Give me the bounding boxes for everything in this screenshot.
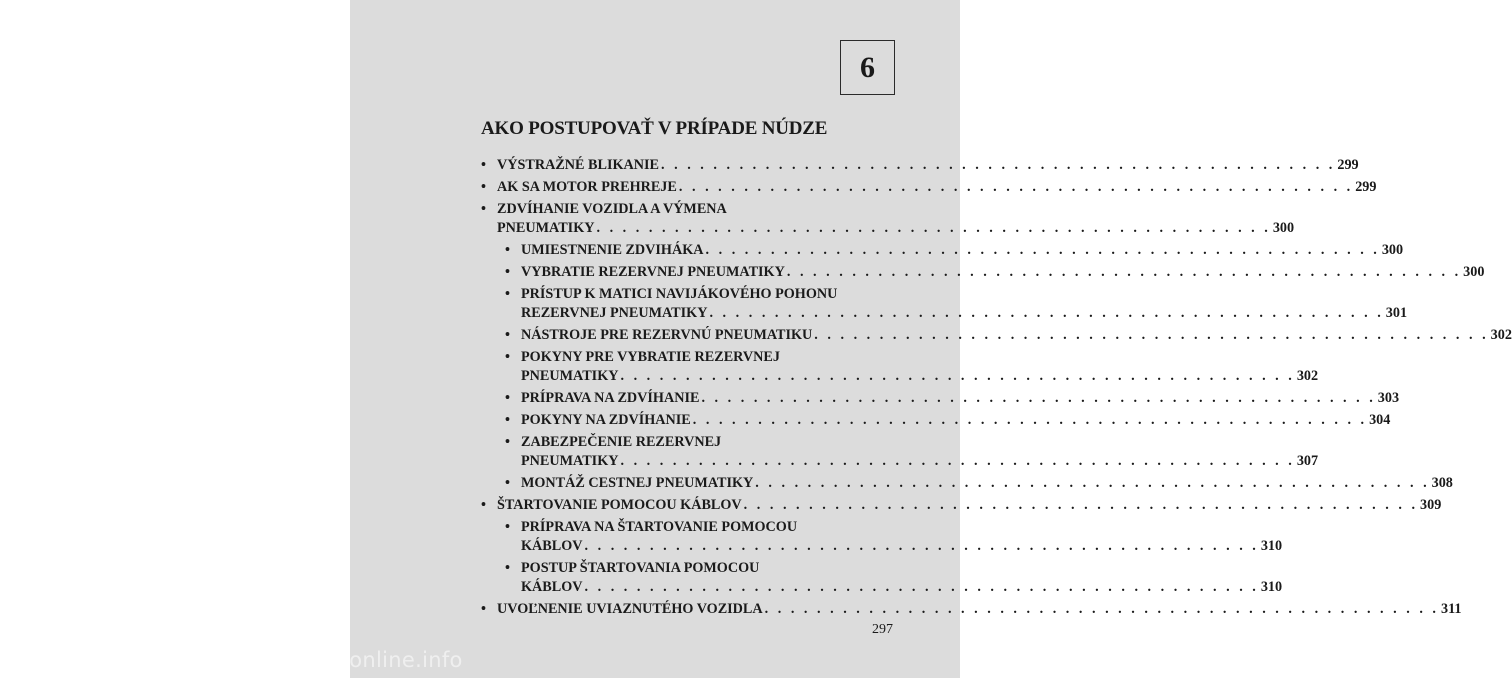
- toc-entry-title: PNEUMATIKY: [497, 220, 595, 236]
- toc-entry[interactable]: [505, 263, 1485, 282]
- toc-entry[interactable]: [481, 496, 1442, 515]
- dot-leader: . . . . . . . . . . . . . . . . . . . . . . . . . . . . . . . . . . . . . . . . . . . . . . . . . . . .: [620, 368, 1295, 384]
- toc-entry[interactable]: [505, 326, 1512, 345]
- toc-entry-title: NÁSTROJE PRE REZERVNÚ PNEUMATIKU: [521, 327, 813, 343]
- toc-entry[interactable]: [481, 156, 1359, 175]
- toc-entry-title-line: ZABEZPEČENIE REZERVNEJ: [521, 434, 722, 450]
- bullet-icon: •: [481, 201, 486, 217]
- toc-entry-title: REZERVNEJ PNEUMATIKY: [521, 305, 708, 321]
- bullet-icon: •: [505, 412, 510, 428]
- toc-entry-title-line: POSTUP ŠTARTOVANIA POMOCOU: [521, 560, 760, 576]
- dot-leader: . . . . . . . . . . . . . . . . . . . . . . . . . . . . . . . . . . . . . . . . . . . . . . . . . . . .: [584, 579, 1259, 595]
- bullet-icon: •: [505, 390, 510, 406]
- toc-entry[interactable]: [481, 200, 1295, 238]
- toc-page-ref: 307: [1296, 453, 1319, 469]
- dot-leader: . . . . . . . . . . . . . . . . . . . . . . . . . . . . . . . . . . . . . . . . . . . . . . . . . . . .: [596, 220, 1271, 236]
- page-number: 297: [872, 622, 893, 637]
- toc-entry-title: PRÍPRAVA NA ZDVÍHANIE: [521, 390, 700, 406]
- toc-entry-title: VÝSTRAŽNÉ BLIKANIE: [497, 157, 660, 173]
- dot-leader: . . . . . . . . . . . . . . . . . . . . . . . . . . . . . . . . . . . . . . . . . . . . . . . . . . . .: [705, 242, 1380, 258]
- toc-entry-title: ŠTARTOVANIE POMOCOU KÁBLOV: [497, 497, 742, 513]
- blank-left-margin: [0, 0, 350, 678]
- bullet-icon: •: [505, 327, 510, 343]
- dot-leader: . . . . . . . . . . . . . . . . . . . . . . . . . . . . . . . . . . . . . . . . . . . . . . . . . . . .: [786, 264, 1462, 280]
- toc-entry-title-line: ZDVÍHANIE VOZIDLA A VÝMENA: [497, 201, 727, 217]
- bullet-icon: •: [481, 601, 486, 617]
- bullet-icon: •: [505, 475, 510, 491]
- toc-entry-title: UVOĽNENIE UVIAZNUTÉHO VOZIDLA: [497, 601, 763, 617]
- bullet-icon: •: [505, 560, 510, 576]
- toc-page-ref: 302: [1490, 327, 1512, 343]
- toc-page-ref: 310: [1260, 538, 1283, 554]
- toc-entry-title: KÁBLOV: [521, 538, 583, 554]
- toc-page-ref: 299: [1337, 157, 1359, 173]
- toc-entry-title: KÁBLOV: [521, 579, 583, 595]
- toc-entry-title: POKYNY NA ZDVÍHANIE: [521, 412, 691, 428]
- dot-leader: . . . . . . . . . . . . . . . . . . . . . . . . . . . . . . . . . . . . . . . . . . . . . . . . . . . .: [764, 601, 1439, 617]
- toc-page-ref: 300: [1381, 242, 1404, 258]
- dot-leader: . . . . . . . . . . . . . . . . . . . . . . . . . . . . . . . . . . . . . . . . . . . . . . . . . . . .: [620, 453, 1295, 469]
- toc-entry-title: PNEUMATIKY: [521, 368, 619, 384]
- dot-leader: . . . . . . . . . . . . . . . . . . . . . . . . . . . . . . . . . . . . . . . . . . . . . . . . . . . .: [743, 497, 1418, 513]
- bullet-icon: •: [505, 264, 510, 280]
- watermark-text: carmanualsonline.info: [224, 648, 463, 672]
- bullet-icon: •: [505, 242, 510, 258]
- toc-entry[interactable]: [481, 178, 1377, 197]
- toc-entry[interactable]: [505, 559, 1283, 597]
- toc-page-ref: 308: [1431, 475, 1453, 491]
- chapter-number-box: 6: [840, 40, 895, 95]
- toc-entry-title: VYBRATIE REZERVNEJ PNEUMATIKY: [521, 264, 785, 280]
- toc-entry[interactable]: [481, 600, 1462, 619]
- dot-leader: . . . . . . . . . . . . . . . . . . . . . . . . . . . . . . . . . . . . . . . . . . . . . . . . . . . .: [709, 305, 1384, 321]
- toc-entry[interactable]: [505, 433, 1319, 471]
- dot-leader: . . . . . . . . . . . . . . . . . . . . . . . . . . . . . . . . . . . . . . . . . . . . . . . . . . . .: [814, 327, 1489, 343]
- dot-leader: . . . . . . . . . . . . . . . . . . . . . . . . . . . . . . . . . . . . . . . . . . . . . . . . . . . .: [701, 390, 1376, 406]
- toc-entry-title-line: PRÍSTUP K MATICI NAVIJÁKOVÉHO POHONU: [521, 286, 838, 302]
- toc-entry-title: MONTÁŽ CESTNEJ PNEUMATIKY: [521, 475, 754, 491]
- toc-entry[interactable]: [505, 241, 1404, 260]
- bullet-icon: •: [505, 519, 510, 535]
- toc-entry-title: UMIESTNENIE ZDVIHÁKA: [521, 242, 704, 258]
- bullet-icon: •: [481, 497, 486, 513]
- table-of-contents: [481, 156, 1512, 622]
- toc-page-ref: 309: [1420, 497, 1442, 513]
- toc-entry-title-line: PRÍPRAVA NA ŠTARTOVANIE POMOCOU: [521, 519, 798, 535]
- toc-page-ref: 310: [1260, 579, 1283, 595]
- toc-entry[interactable]: [505, 411, 1391, 430]
- toc-page-ref: 304: [1369, 412, 1391, 428]
- toc-entry[interactable]: [505, 518, 1283, 556]
- toc-page-ref: 300: [1272, 220, 1295, 236]
- toc-page-ref: 303: [1377, 390, 1400, 406]
- bullet-icon: •: [505, 434, 510, 450]
- dot-leader: . . . . . . . . . . . . . . . . . . . . . . . . . . . . . . . . . . . . . . . . . . . . . . . . . . . .: [661, 157, 1336, 173]
- toc-entry-title: PNEUMATIKY: [521, 453, 619, 469]
- bullet-icon: •: [481, 179, 486, 195]
- toc-entry[interactable]: [505, 389, 1400, 408]
- manual-page: [350, 0, 1512, 678]
- bullet-icon: •: [505, 349, 510, 365]
- dot-leader: . . . . . . . . . . . . . . . . . . . . . . . . . . . . . . . . . . . . . . . . . . . . . . . . . . . .: [692, 412, 1368, 428]
- toc-page-ref: 302: [1296, 368, 1319, 384]
- toc-entry[interactable]: [505, 285, 1408, 323]
- bullet-icon: •: [481, 157, 486, 173]
- toc-entry[interactable]: [505, 474, 1453, 493]
- dot-leader: . . . . . . . . . . . . . . . . . . . . . . . . . . . . . . . . . . . . . . . . . . . . . . . . . . . .: [755, 475, 1430, 491]
- toc-entry-title: AK SA MOTOR PREHREJE: [497, 179, 677, 195]
- section-title: AKO POSTUPOVAŤ V PRÍPADE NÚDZE: [481, 118, 828, 139]
- dot-leader: . . . . . . . . . . . . . . . . . . . . . . . . . . . . . . . . . . . . . . . . . . . . . . . . . . . .: [678, 179, 1354, 195]
- toc-entry[interactable]: [505, 348, 1319, 386]
- toc-page-ref: 299: [1355, 179, 1377, 195]
- bullet-icon: •: [505, 286, 510, 302]
- toc-page-ref: 300: [1463, 264, 1485, 280]
- dot-leader: . . . . . . . . . . . . . . . . . . . . . . . . . . . . . . . . . . . . . . . . . . . . . . . . . . . .: [584, 538, 1259, 554]
- toc-entry-title-line: POKYNY PRE VYBRATIE REZERVNEJ: [521, 349, 780, 365]
- toc-page-ref: 311: [1440, 601, 1462, 617]
- toc-page-ref: 301: [1385, 305, 1408, 321]
